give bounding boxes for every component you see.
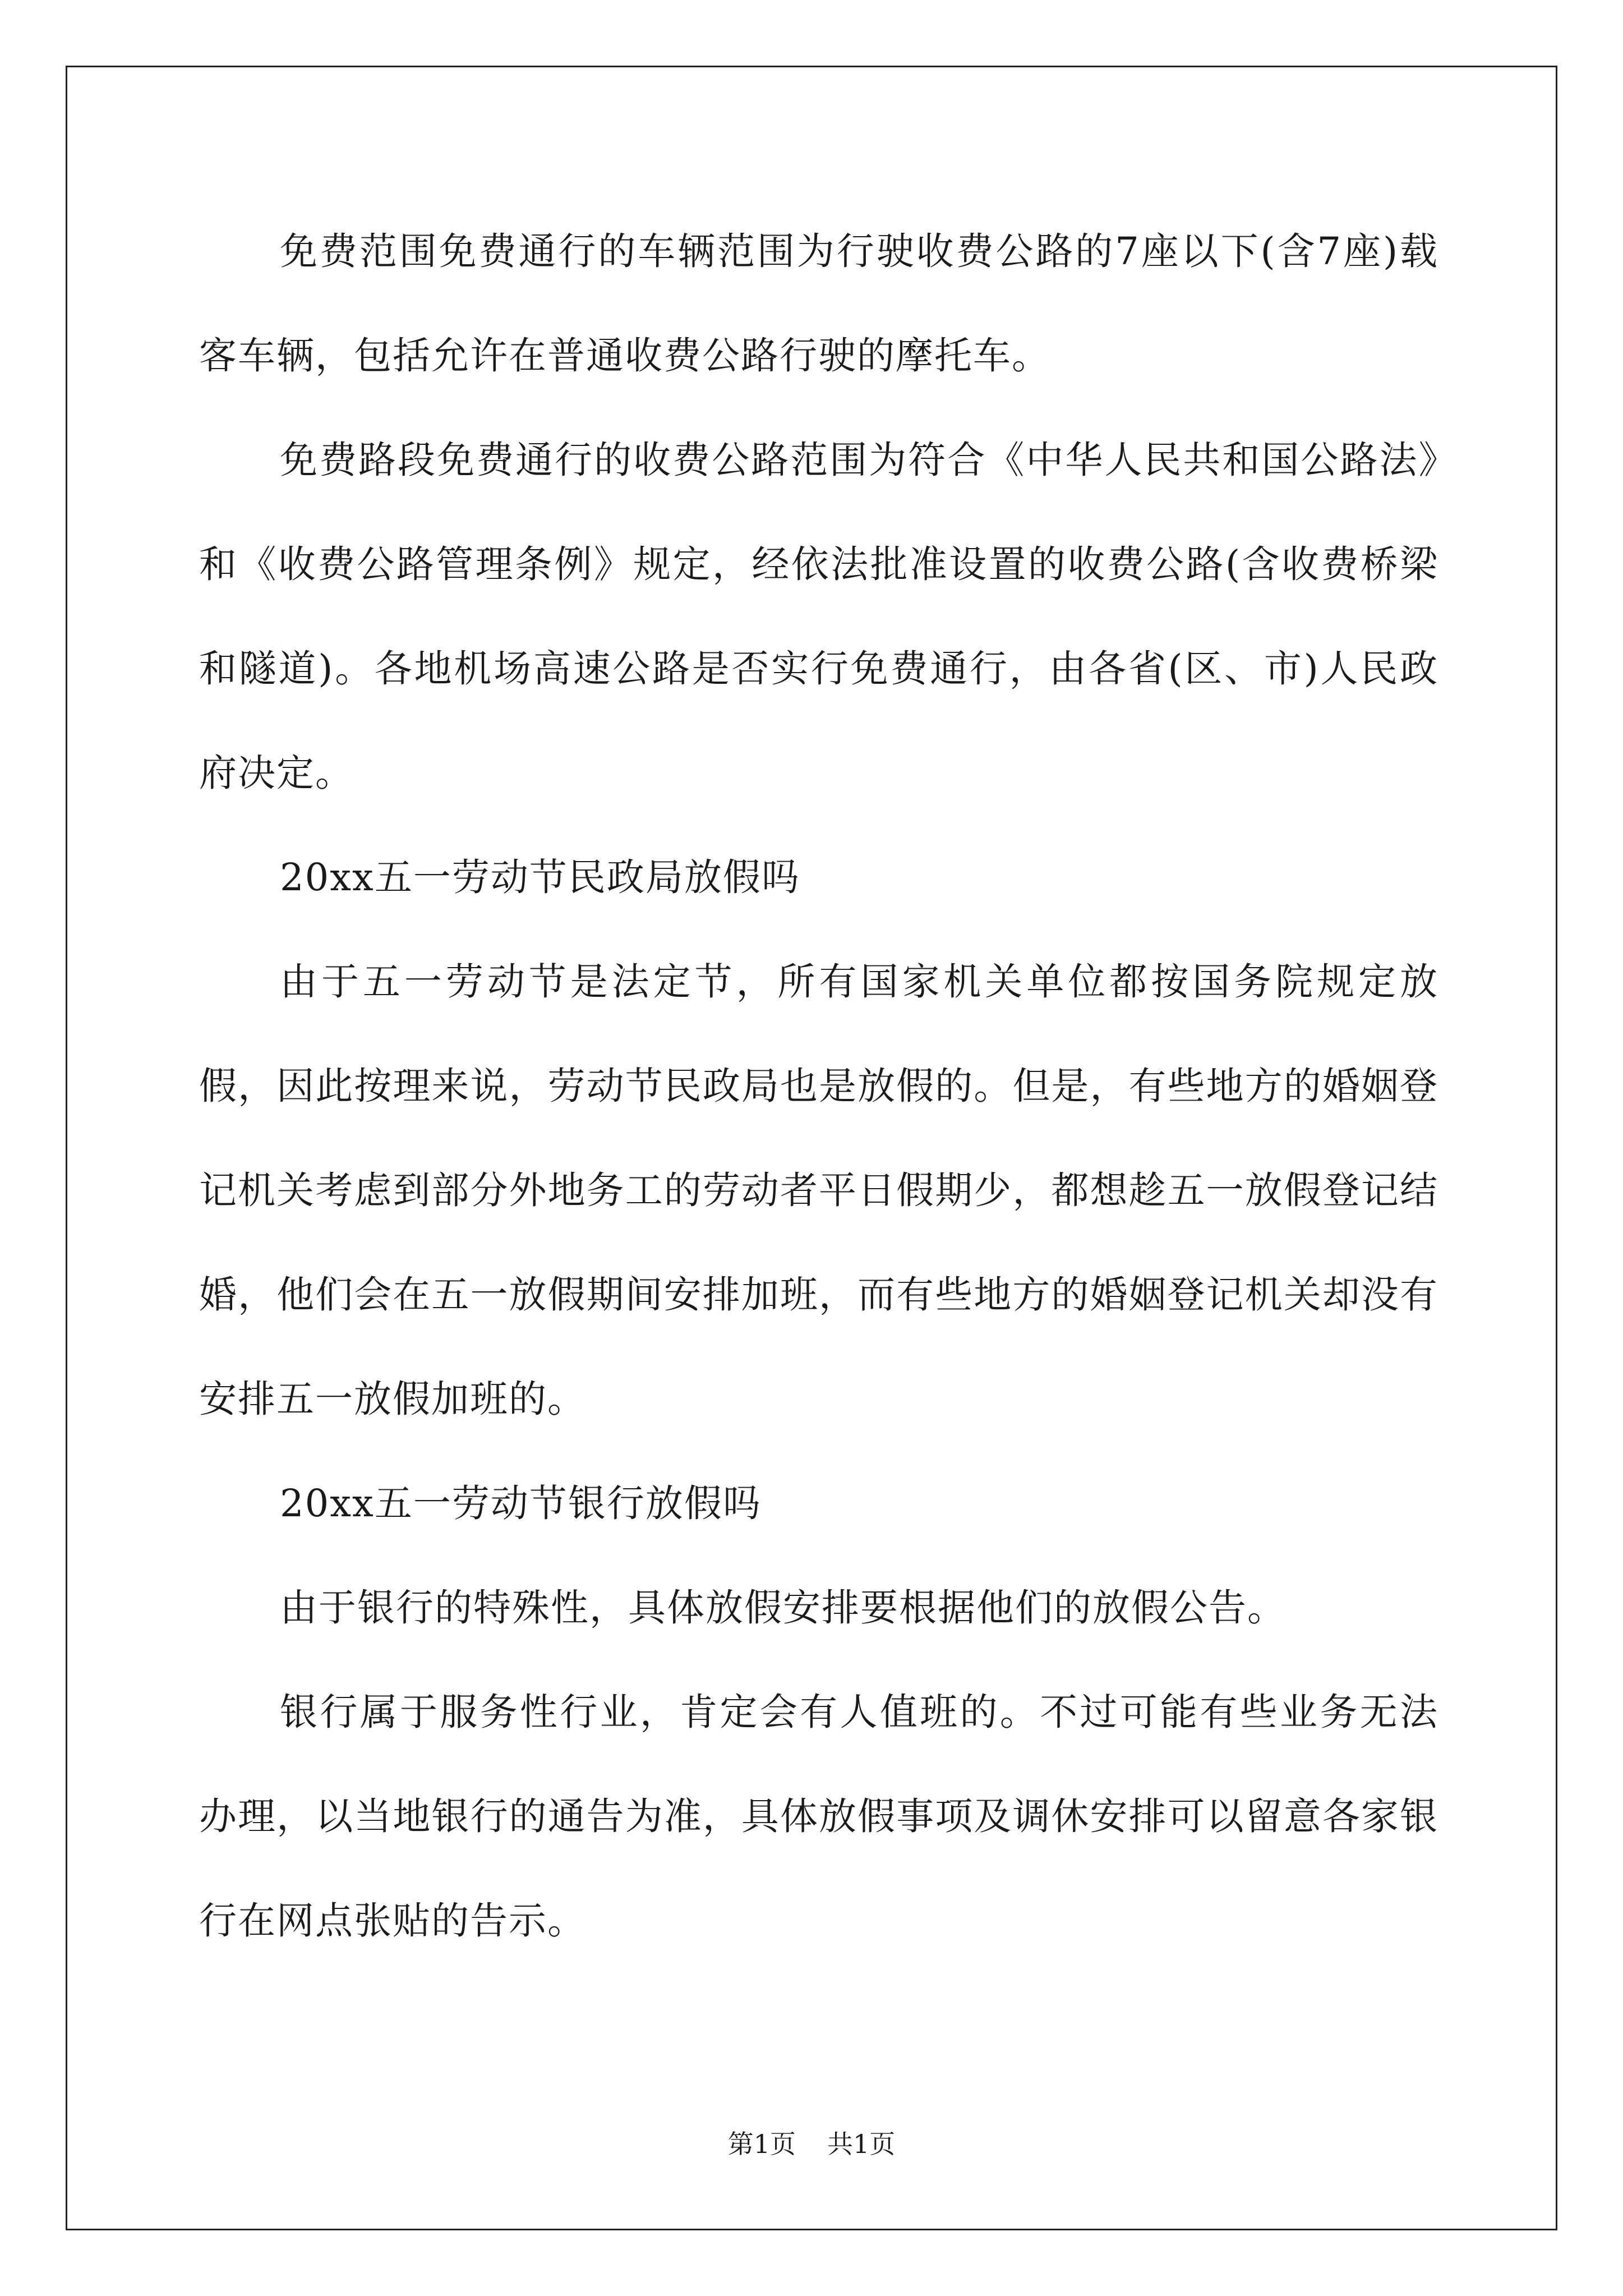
page-number-total: 共1页 xyxy=(827,2129,896,2159)
document-body xyxy=(199,199,1438,1973)
paragraph-bank-service: 银行属于服务性行业，肯定会有人值班的。不过可能有些业务无法办理，以当地银行的通告为准，具体放假事项及调休安排可以留意各家银行在网点张贴的告示。 xyxy=(199,1690,1438,1943)
paragraph-free-scope: 免费范围免费通行的车辆范围为行驶收费公路的7座以下(含7座)载客车辆，包括允许在普通收费公路行驶的摩托车。 xyxy=(199,229,1438,378)
paragraph-bank-notice: 由于银行的特殊性，具体放假安排要根据他们的放假公告。 xyxy=(280,1586,1286,1630)
heading-bank-holiday: 20xx五一劳动节银行放假吗 xyxy=(280,1481,762,1525)
heading-civil-affairs-holiday: 20xx五一劳动节民政局放假吗 xyxy=(280,855,800,899)
paragraph-free-roads: 免费路段免费通行的收费公路范围为符合《中华人民共和国公路法》和《收费公路管理条例》规定，经依法批准设置的收费公路(含收费桥梁和隧道)。各地机场高速公路是否实行免费通行，由各省(区、市)人民政府决定。 xyxy=(199,438,1438,795)
page-number-current: 第1页 xyxy=(727,2129,796,2159)
paragraph-civil-affairs: 由于五一劳动节是法定节，所有国家机关单位都按国务院规定放假，因此按理来说，劳动节民政局也是放假的。但是，有些地方的婚姻登记机关考虑到部分外地务工的劳动者平日假期少，都想趁五一放假登记结婚，他们会在五一放假期间安排加班，而有些地方的婚姻登记机关却没有安排五一放假加班的。 xyxy=(199,960,1438,1421)
page-footer xyxy=(0,2127,1623,2161)
